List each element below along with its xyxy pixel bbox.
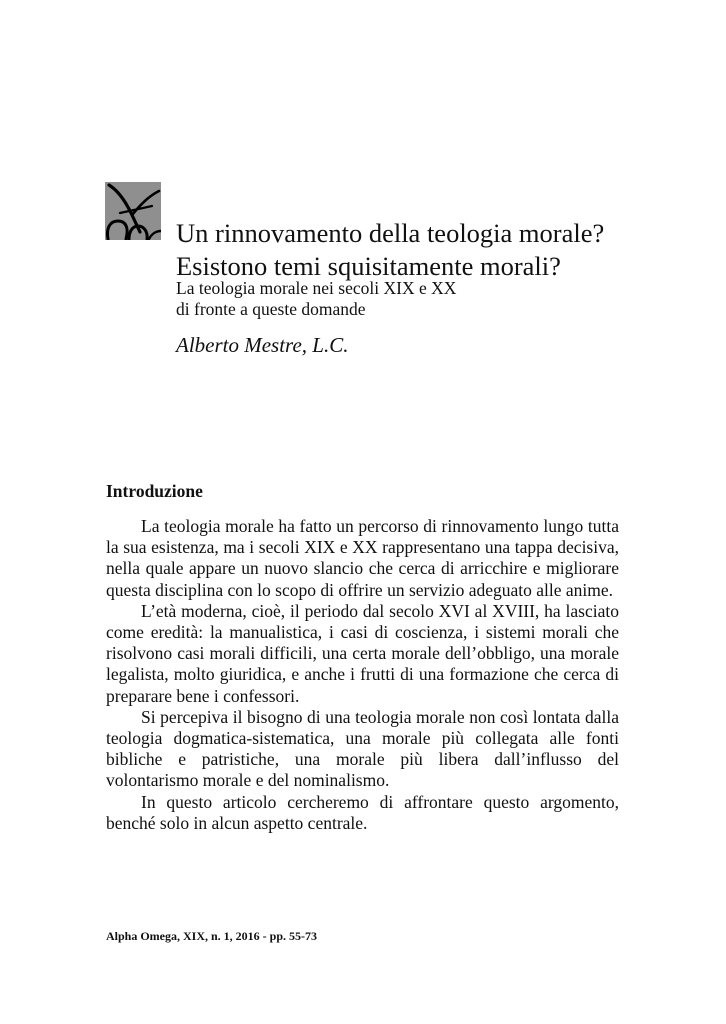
body-paragraph: In questo articolo cercheremo di affrontare questo argomento, benché solo in alcun aspetto centrale. [106,791,619,833]
article-title [176,217,676,283]
section-heading: Introduzione [106,481,203,501]
article-subtitle-line: La teologia morale nei secoli XIX e XX [176,278,457,298]
body-paragraph: Si percepiva il bisogno di una teologia morale non così lontata dalla teologia dogmatica-sistematica, una morale più collegata alle fonti bibliche e patristiche, una morale più libera dall’influsso del volontarismo morale e del nominalismo. [106,706,619,791]
article-author: Alberto Mestre, L.C. [176,333,349,357]
article-body [106,516,619,834]
body-paragraph: La teologia morale ha fatto un percorso di rinnovamento lungo tutta la sua esistenza, ma i secoli XIX e XX rappresentano una tappa decisiva, nella quale appare un nuovo slancio che cerca di arricchire e migliorare questa disciplina con lo scopo di offrire un servizio adeguato alle anime. [106,516,619,600]
article-subtitle [176,278,676,320]
alpha-omega-logo-icon [105,182,161,240]
alpha-omega-logo-graphic [105,182,161,240]
article-subtitle-line: di fronte a queste domande [176,299,366,319]
body-paragraph: L’età moderna, cioè, il periodo dal secolo XVI al XVIII, ha lasciato come eredità: la manualistica, i casi di coscienza, i sistemi morali che risolvono casi morali difficili, una certa morale dell’obbligo, una morale legalista, molto giuridica, e anche i frutti di una formazione che cerca di preparare bene i confessori. [106,600,619,706]
journal-citation: Alpha Omega, XIX, n. 1, 2016 - pp. 55-73 [106,929,318,943]
article-title-line: Un rinnovamento della teologia morale? [176,218,605,248]
article-title-line: Esistono temi squisitamente morali? [176,251,561,281]
